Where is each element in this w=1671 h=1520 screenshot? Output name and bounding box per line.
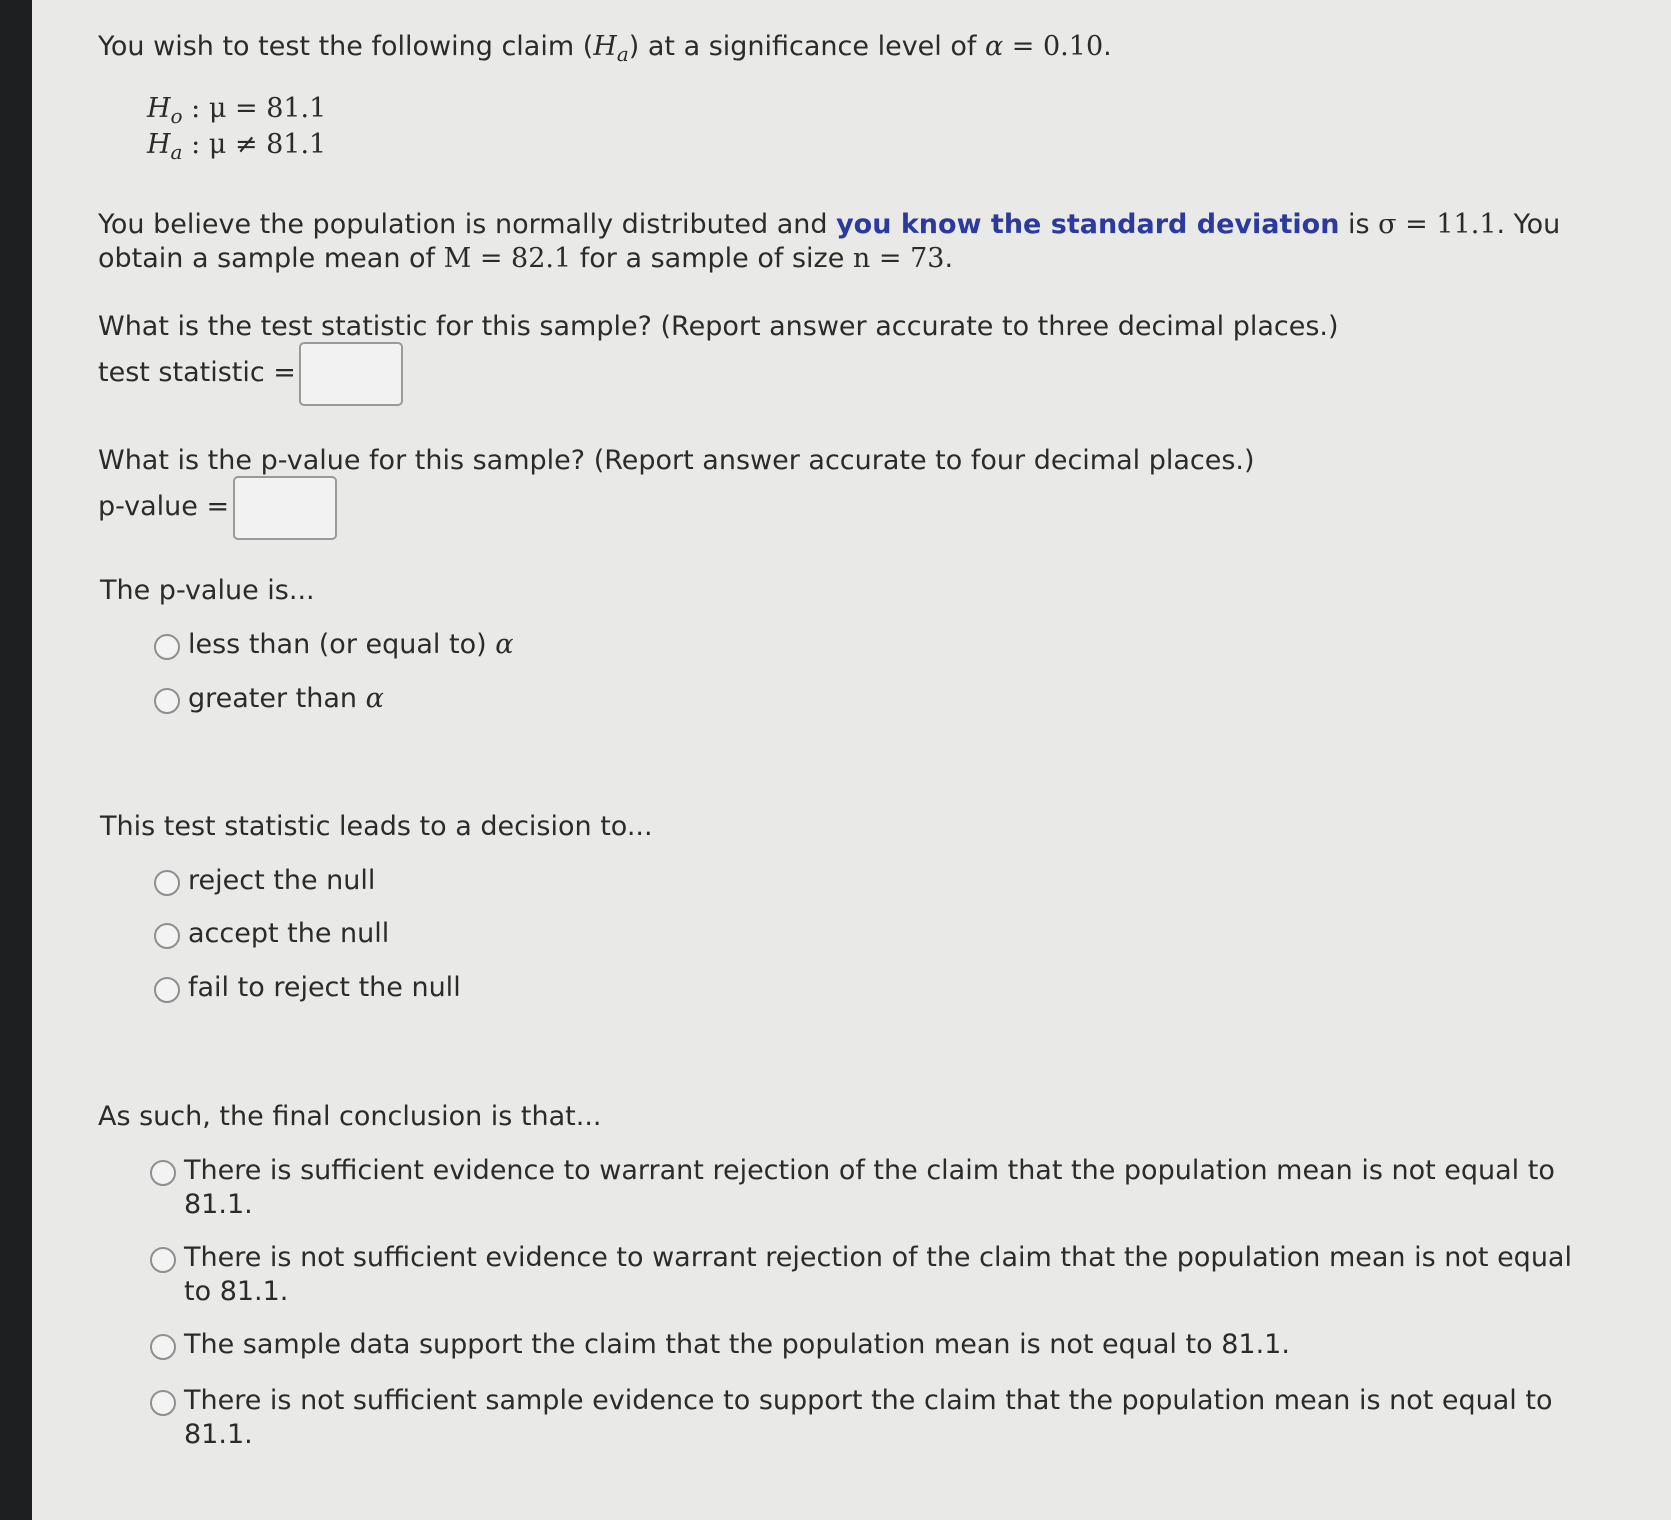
option-text: less than (or equal to) [188,629,496,660]
decision-option-accept[interactable] [154,917,389,951]
intro-prefix: You wish to test the following claim ( [98,31,594,62]
intro-mid: ) at a significance level of [628,31,985,62]
conclusion-option-2[interactable] [150,1241,1590,1309]
conclusion-option-3[interactable] [150,1328,1590,1362]
alt-hypothesis [147,128,326,169]
pvalue-label: p-value = [98,491,230,522]
radio-button[interactable] [154,977,180,1003]
option-label: reject the null [188,865,376,896]
decision-option-fail-to-reject[interactable] [154,971,461,1005]
decision-option-reject[interactable] [154,864,375,898]
alt-h-var: H [147,129,171,160]
null-h-sub: o [170,104,183,128]
context-line2-b: for a sample of size [571,243,853,274]
option-label [188,682,384,716]
null-h-relation: : μ = 81.1 [182,93,327,124]
compare-question: The p-value is... [100,575,315,606]
option-label: accept the null [188,918,390,949]
test-statistic-input[interactable] [299,342,403,406]
alpha-value: = 0.10 [1003,31,1104,62]
n-value: n = 73 [852,243,945,274]
conclusion-question: As such, the final conclusion is that... [98,1101,602,1132]
context-part2: is [1339,209,1379,240]
option-label: The sample data support the claim that the population mean is not equal to 81.1. [184,1329,1290,1360]
conclusion-option-4[interactable] [150,1384,1590,1452]
question-page [32,0,1671,1520]
decision-question: This test statistic leads to a decision to... [100,811,653,842]
radio-button[interactable] [150,1390,176,1416]
context-part3: . You [1496,209,1561,240]
radio-button[interactable] [150,1247,176,1273]
alt-h-sub: a [170,140,183,164]
context-line-2 [98,242,953,276]
context-line2-a: obtain a sample mean of [98,243,444,274]
null-h-var: H [147,93,171,124]
compare-option-less[interactable] [154,628,513,662]
sigma-value: σ = 11.1 [1378,209,1497,240]
intro-end: . [1103,31,1112,62]
alt-h-relation: : μ ≠ 81.1 [182,129,327,160]
radio-button[interactable] [154,870,180,896]
alpha-symbol: α [365,683,384,714]
alpha-symbol: α [495,629,514,660]
null-hypothesis [147,92,326,133]
pvalue-question: What is the p-value for this sample? (Report answer accurate to four decimal places.) [98,445,1255,476]
claim-sub: a [616,42,629,66]
context-line-1 [98,208,1598,242]
radio-button[interactable] [150,1334,176,1360]
option-label: There is not sufficient sample evidence to support the claim that the population mean is not equal to 81.1. [184,1385,1553,1450]
option-label: fail to reject the null [188,972,461,1003]
test-statistic-label: test statistic = [98,357,296,388]
test-statistic-question: What is the test statistic for this sample? (Report answer accurate to three decimal places.) [98,311,1339,342]
compare-option-greater[interactable] [154,682,384,716]
context-part1: You believe the population is normally distributed and [98,209,837,240]
conclusion-option-1[interactable] [150,1154,1590,1222]
context-highlight: you know the standard deviation [836,209,1340,240]
option-label: There is not sufficient evidence to warrant rejection of the claim that the population mean is not equal to 81.1. [184,1242,1572,1307]
pvalue-input[interactable] [233,476,337,540]
claim-var: H [593,31,617,62]
intro-text [98,30,1112,71]
option-label [188,628,513,662]
option-text: greater than [188,683,366,714]
option-label: There is sufficient evidence to warrant rejection of the claim that the population mean is not equal to 81.1. [184,1155,1555,1220]
context-line2-c: . [944,243,954,274]
alpha-symbol: α [984,31,1004,62]
radio-button[interactable] [150,1160,176,1186]
radio-button[interactable] [154,688,180,714]
radio-button[interactable] [154,923,180,949]
mean-value: M = 82.1 [443,243,572,274]
radio-button[interactable] [154,634,180,660]
